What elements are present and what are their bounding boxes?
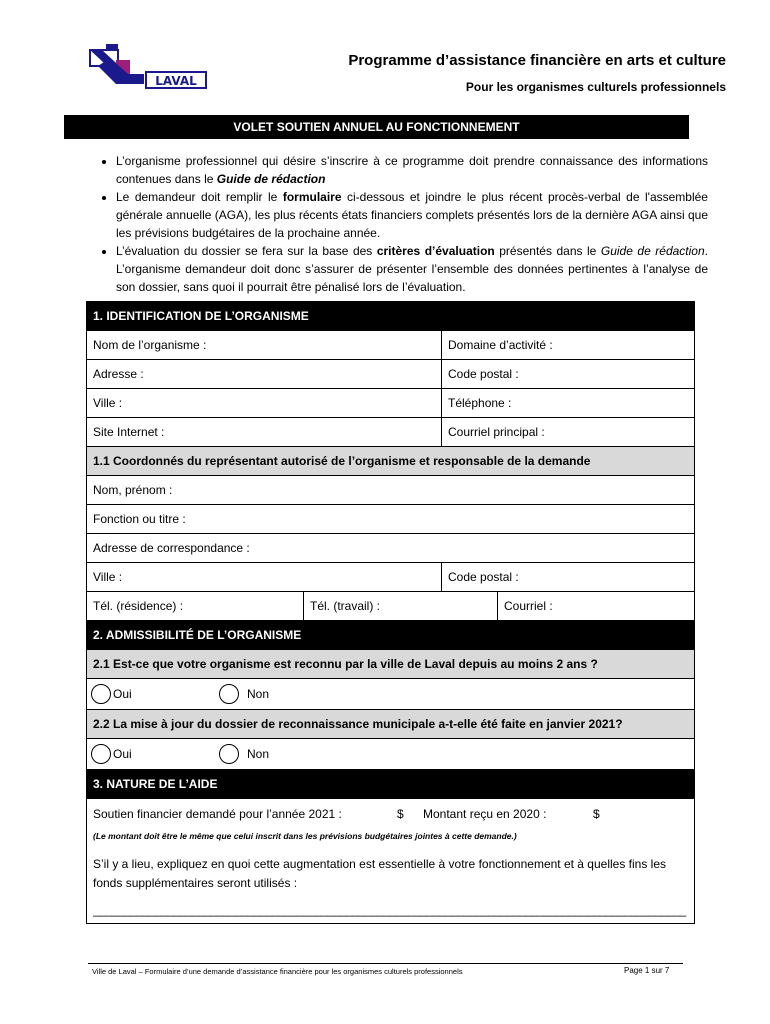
aid-details: [87, 798, 694, 923]
rep-city-field[interactable]: Ville :: [93, 570, 123, 584]
rep-work-phone-field[interactable]: Tél. (travail) :: [303, 592, 497, 620]
explain-prompt: S’il y a lieu, expliquez en quoi cette augmentation est essentielle à votre fonctionnement et à quelles fins les fonds supplémentaires seront utilisés :: [93, 857, 667, 890]
section-1-header: 1. IDENTIFICATION DE L’ORGANISME: [87, 302, 694, 330]
form-row: [87, 504, 694, 533]
form-row: [87, 388, 694, 417]
explain-answer-line[interactable]: ________________________________________________________________________________________________: [93, 903, 686, 917]
question-2-2-options: [87, 738, 694, 769]
logo-text: LAVAL: [155, 74, 197, 88]
form-row: [87, 417, 694, 446]
q21-non-label: Non: [247, 687, 270, 701]
requested-amount-field[interactable]: $: [397, 807, 404, 821]
section-banner: VOLET SOUTIEN ANNUEL AU FONCTIONNEMENT: [64, 115, 689, 139]
section-1-1-header: 1.1 Coordonnés du représentant autorisé de l’organisme et responsable de la demande: [87, 446, 694, 475]
question-2-1-options: [87, 678, 694, 709]
phone-field[interactable]: Téléphone :: [441, 389, 694, 417]
form-row: [87, 591, 694, 620]
main-email-field[interactable]: Courriel principal :: [441, 418, 694, 446]
intro-item: • L’organisme professionnel qui désire s’inscrire à ce programme doit prendre connaissance des informations contenues dans le Guide de rédaction: [116, 152, 708, 188]
page-number: Page 1 sur 7: [624, 966, 670, 975]
form-row: [87, 475, 694, 504]
rep-name-field[interactable]: Nom, prénom :: [93, 483, 173, 497]
received-amount-label: Montant reçu en 2020 :: [423, 807, 547, 821]
form-row: [87, 359, 694, 388]
application-form: [86, 301, 695, 924]
question-2-2: 2.2 La mise à jour du dossier de reconnaissance municipale a-t-elle été faite en janvier 2021?: [87, 709, 694, 738]
q22-oui-label: Oui: [113, 747, 132, 761]
document-title: Programme d’assistance financière en arts et culture: [348, 52, 726, 69]
amount-note: (Le montant doit être le même que celui inscrit dans les prévisions budgétaires jointes à cette demande.): [93, 831, 517, 841]
rep-postal-code-field[interactable]: Code postal :: [441, 563, 694, 591]
website-field[interactable]: Site Internet :: [93, 425, 165, 439]
section-3-header: 3. NATURE DE L’AIDE: [87, 769, 694, 798]
section-2-header: 2. ADMISSIBILITÉ DE L’ORGANISME: [87, 620, 694, 649]
org-name-field[interactable]: Nom de l’organisme :: [93, 338, 207, 352]
rep-email-field[interactable]: Courriel :: [497, 592, 694, 620]
footer-text: Ville de Laval – Formulaire d’une demande d’assistance financière pour les organismes culturels professionnels: [92, 967, 463, 976]
guide-link: Guide de rédaction: [216, 172, 326, 186]
requested-amount-label: Soutien financier demandé pour l’année 2021 :: [93, 807, 342, 821]
q21-oui-label: Oui: [113, 687, 132, 701]
q22-non-radio[interactable]: [219, 744, 239, 764]
q22-oui-radio[interactable]: [91, 744, 111, 764]
question-2-1: 2.1 Est-ce que votre organisme est reconnu par la ville de Laval depuis au moins 2 ans ?: [87, 649, 694, 678]
q21-oui-radio[interactable]: [91, 684, 111, 704]
laval-logo: [88, 44, 208, 90]
postal-code-field[interactable]: Code postal :: [441, 360, 694, 388]
form-row: [87, 330, 694, 359]
address-field[interactable]: Adresse :: [93, 367, 144, 381]
footer-divider: [88, 963, 683, 964]
rep-home-phone-field[interactable]: Tél. (résidence) :: [93, 599, 184, 613]
intro-item: • Le demandeur doit remplir le formulaire ci-dessous et joindre le plus récent procès-verbal de l'assemblée générale annuelle (AGA), les plus récents états financiers complets présentés lors de la dernière AGA ainsi que les prévisions budgétaires de la prochaine année.: [116, 188, 708, 242]
q21-non-radio[interactable]: [219, 684, 239, 704]
form-row: [87, 562, 694, 591]
city-field[interactable]: Ville :: [93, 396, 123, 410]
intro-list: [92, 152, 708, 296]
received-amount-field[interactable]: $: [593, 807, 600, 821]
intro-item: • L’évaluation du dossier se fera sur la base des critères d’évaluation présentés dans le Guide de rédaction. L’organisme demandeur doit donc s’assurer de présenter l’ensemble des données pertinentes à l’analyse de son dossier, sans quoi il pourrait être pénalisé lors de l’évaluation.: [116, 242, 708, 296]
activity-domain-field[interactable]: Domaine d’activité :: [441, 331, 694, 359]
q22-non-label: Non: [247, 747, 270, 761]
document-subtitle: Pour les organismes culturels professionnels: [465, 80, 726, 94]
rep-address-field[interactable]: Adresse de correspondance :: [93, 541, 250, 555]
rep-function-field[interactable]: Fonction ou titre :: [93, 512, 186, 526]
form-row: [87, 533, 694, 562]
